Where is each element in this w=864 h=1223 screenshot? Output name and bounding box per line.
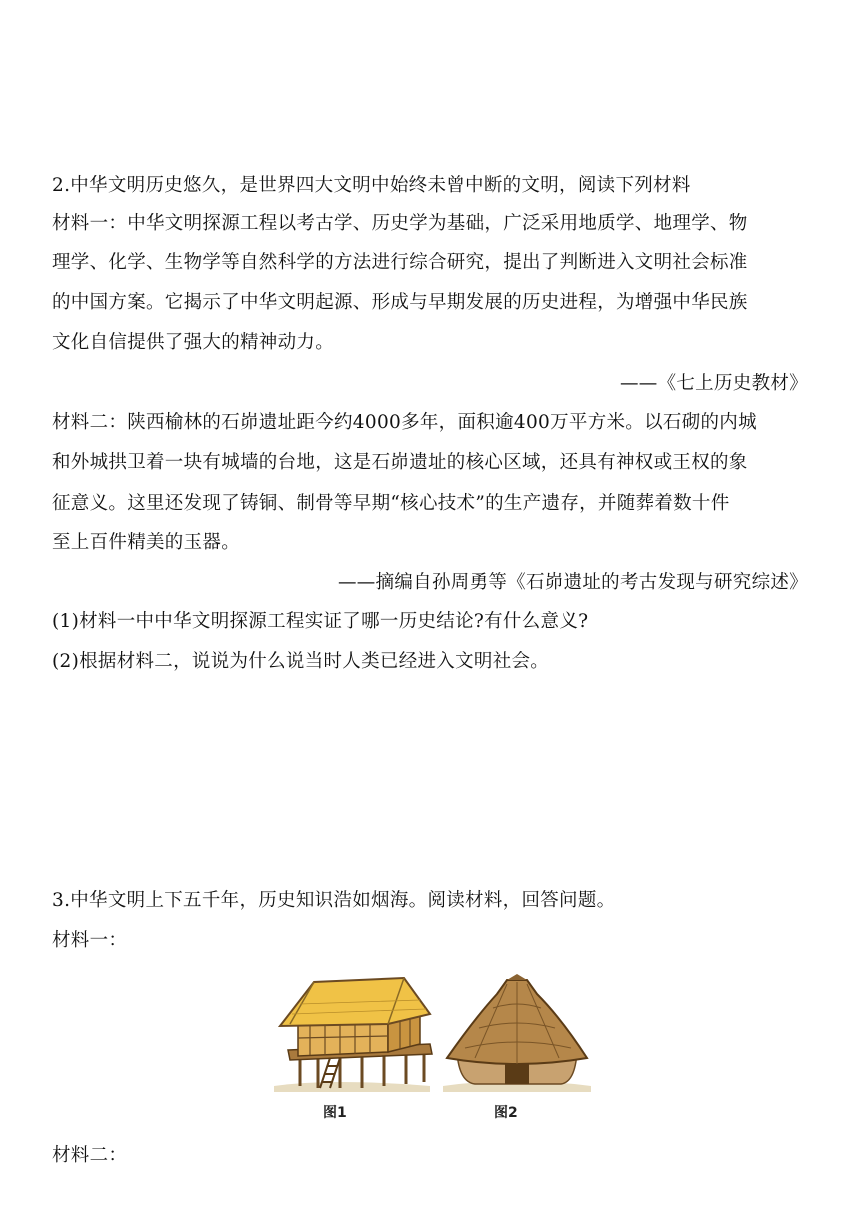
material-2-source: ——摘编自孙周勇等《石峁遗址的考古发现与研究综述》 — [337, 572, 808, 593]
material-1-line: 材料一：中华文明探源工程以考古学、历史学为基础，广泛采用地质学、地理学、物 — [52, 213, 748, 234]
question-3-title: 3.中华文明上下五千年，历史知识浩如烟海。阅读材料，回答问题。 — [52, 890, 616, 911]
material-2-line: 征意义。这里还发现了铸铜、制骨等早期“核心技术”的生产遗存，并随葬着数十件 — [52, 493, 730, 514]
house-figures — [270, 974, 590, 1134]
material-2-line: 材料二：陕西榆林的石峁遗址距今约4000多年，面积逾400万平方米。以石砌的内城 — [52, 412, 757, 433]
material-1-line: 理学、化学、生物学等自然科学的方法进行综合研究，提出了判断进入文明社会标准 — [52, 252, 748, 273]
material-2-label: 材料二： — [52, 1145, 128, 1166]
material-1-label: 材料一： — [52, 930, 128, 951]
material-1-line: 的中国方案。它揭示了中华文明起源、形成与早期发展的历史进程，为增强中华民族 — [52, 292, 748, 313]
material-2-line: 至上百件精美的玉器。 — [52, 532, 241, 553]
material-1-source: ——《七上历史教材》 — [619, 373, 808, 394]
material-1-line: 文化自信提供了强大的精神动力。 — [52, 332, 335, 353]
question-2-title: 2.中华文明历史悠久，是世界四大文明中始终未曾中断的文明，阅读下列材料 — [52, 175, 691, 196]
sub-question-1: (1)材料一中中华文明探源工程实证了哪一历史结论?有什么意义? — [52, 611, 589, 632]
material-2-line: 和外城拱卫着一块有城墙的台地，这是石峁遗址的核心区域，还具有神权或王权的象 — [52, 452, 748, 473]
figure-2-caption: 图2 — [494, 1105, 518, 1121]
figure-1-caption: 图1 — [323, 1105, 347, 1121]
round-hut-illustration — [435, 974, 595, 1099]
sub-question-2: (2)根据材料二，说说为什么说当时人类已经进入文明社会。 — [52, 651, 550, 672]
